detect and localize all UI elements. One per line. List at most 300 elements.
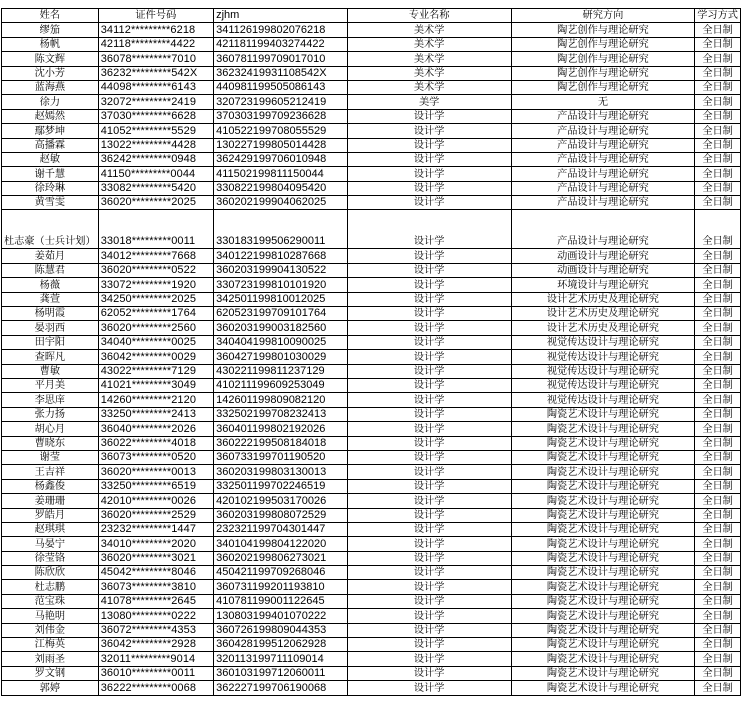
cell-direction: 陶瓷艺术设计与理论研究 [511, 566, 695, 580]
cell-name: 刘雨圣 [2, 652, 99, 666]
student-list-table [1, 8, 741, 696]
cell-major: 设计学 [347, 210, 511, 249]
cell-name: 谢千慧 [2, 167, 99, 181]
cell-major: 设计学 [347, 109, 511, 123]
table-row [2, 95, 741, 109]
table-row [2, 537, 741, 551]
cell-major: 设计学 [347, 638, 511, 652]
cell-major: 美术学 [347, 37, 511, 51]
cell-mode: 全日制 [695, 66, 741, 80]
cell-mode: 全日制 [695, 594, 741, 608]
cell-id: 36020*********3021 [98, 551, 213, 565]
cell-mode: 全日制 [695, 393, 741, 407]
cell-major: 设计学 [347, 307, 511, 321]
cell-direction: 陶瓷艺术设计与理论研究 [511, 638, 695, 652]
cell-name: 高播霖 [2, 138, 99, 152]
cell-name: 晏羽西 [2, 321, 99, 335]
table-row [2, 66, 741, 80]
cell-direction: 陶瓷艺术设计与理论研究 [511, 537, 695, 551]
cell-zjhm: 36232419931108542X [214, 66, 348, 80]
cell-id: 36078*********7010 [98, 52, 213, 66]
cell-mode: 全日制 [695, 210, 741, 249]
table-row [2, 263, 741, 277]
cell-direction: 产品设计与理论研究 [511, 138, 695, 152]
cell-mode: 全日制 [695, 623, 741, 637]
cell-mode: 全日制 [695, 95, 741, 109]
cell-id: 36042*********2928 [98, 638, 213, 652]
cell-id: 36042*********0029 [98, 350, 213, 364]
cell-major: 设计学 [347, 594, 511, 608]
cell-direction: 陶瓷艺术设计与理论研究 [511, 494, 695, 508]
cell-direction: 陶瓷艺术设计与理论研究 [511, 522, 695, 536]
table-row [2, 364, 741, 378]
cell-zjhm: 360428199512062928 [214, 638, 348, 652]
table-row [2, 609, 741, 623]
cell-id: 34010*********2020 [98, 537, 213, 551]
cell-id: 34112*********6218 [98, 23, 213, 37]
cell-id: 14260*********2120 [98, 393, 213, 407]
cell-zjhm: 332501199702246519 [214, 479, 348, 493]
cell-mode: 全日制 [695, 196, 741, 210]
table-row [2, 52, 741, 66]
cell-mode: 全日制 [695, 609, 741, 623]
cell-id: 41052*********5529 [98, 124, 213, 138]
table-row [2, 666, 741, 680]
cell-name: 田宇阳 [2, 335, 99, 349]
cell-mode: 全日制 [695, 494, 741, 508]
cell-mode: 全日制 [695, 335, 741, 349]
cell-mode: 全日制 [695, 181, 741, 195]
cell-zjhm: 411502199811150044 [214, 167, 348, 181]
cell-name: 马艳明 [2, 609, 99, 623]
cell-id: 36232*********542X [98, 66, 213, 80]
cell-direction: 陶瓷艺术设计与理论研究 [511, 436, 695, 450]
cell-id: 37030*********6628 [98, 109, 213, 123]
header-zjhm: zjhm [214, 9, 348, 23]
cell-direction: 陶瓷艺术设计与理论研究 [511, 609, 695, 623]
cell-zjhm: 130227199805014428 [214, 138, 348, 152]
table-row [2, 465, 741, 479]
cell-direction: 陶瓷艺术设计与理论研究 [511, 508, 695, 522]
cell-direction: 产品设计与理论研究 [511, 124, 695, 138]
cell-name: 曹敏 [2, 364, 99, 378]
cell-mode: 全日制 [695, 109, 741, 123]
cell-name: 徐力 [2, 95, 99, 109]
cell-major: 设计学 [347, 537, 511, 551]
cell-major: 设计学 [347, 152, 511, 166]
cell-mode: 全日制 [695, 638, 741, 652]
cell-mode: 全日制 [695, 278, 741, 292]
cell-mode: 全日制 [695, 465, 741, 479]
table-row [2, 278, 741, 292]
cell-zjhm: 340404199810090025 [214, 335, 348, 349]
cell-zjhm: 450421199709268046 [214, 566, 348, 580]
cell-mode: 全日制 [695, 508, 741, 522]
cell-id: 44098*********6143 [98, 80, 213, 94]
header-id: 证件号码 [98, 9, 213, 23]
cell-major: 设计学 [347, 580, 511, 594]
cell-major: 设计学 [347, 508, 511, 522]
cell-id: 34012*********7668 [98, 249, 213, 263]
cell-mode: 全日制 [695, 138, 741, 152]
cell-name: 陈文辉 [2, 52, 99, 66]
cell-direction: 陶瓷艺术设计与理论研究 [511, 594, 695, 608]
cell-zjhm: 360427199801030029 [214, 350, 348, 364]
table-row [2, 138, 741, 152]
cell-direction: 陶艺创作与理论研究 [511, 80, 695, 94]
cell-direction: 产品设计与理论研究 [511, 196, 695, 210]
cell-name: 罗皓月 [2, 508, 99, 522]
cell-mode: 全日制 [695, 450, 741, 464]
cell-direction: 产品设计与理论研究 [511, 109, 695, 123]
cell-zjhm: 362429199706010948 [214, 152, 348, 166]
cell-zjhm: 330183199506290011 [214, 210, 348, 249]
cell-mode: 全日制 [695, 23, 741, 37]
cell-name: 谢莹 [2, 450, 99, 464]
cell-mode: 全日制 [695, 652, 741, 666]
cell-zjhm: 360202199904062025 [214, 196, 348, 210]
cell-id: 32011*********9014 [98, 652, 213, 666]
cell-mode: 全日制 [695, 80, 741, 94]
table-row [2, 393, 741, 407]
cell-id: 32072*********2419 [98, 95, 213, 109]
cell-mode: 全日制 [695, 37, 741, 51]
cell-major: 设计学 [347, 181, 511, 195]
cell-id: 36020*********0522 [98, 263, 213, 277]
cell-id: 34040*********0025 [98, 335, 213, 349]
cell-zjhm: 320723199605212419 [214, 95, 348, 109]
cell-mode: 全日制 [695, 167, 741, 181]
cell-id: 36020*********0013 [98, 465, 213, 479]
table-row [2, 378, 741, 392]
cell-id: 36022*********4018 [98, 436, 213, 450]
cell-major: 美术学 [347, 66, 511, 80]
cell-zjhm: 342501199810012025 [214, 292, 348, 306]
table-row [2, 623, 741, 637]
cell-name: 范宝珠 [2, 594, 99, 608]
cell-direction: 陶瓷艺术设计与理论研究 [511, 666, 695, 680]
table-row [2, 566, 741, 580]
header-major: 专业名称 [347, 9, 511, 23]
cell-mode: 全日制 [695, 307, 741, 321]
header-mode: 学习方式 [695, 9, 741, 23]
cell-id: 23232*********1447 [98, 522, 213, 536]
table-row [2, 479, 741, 493]
cell-direction: 陶瓷艺术设计与理论研究 [511, 465, 695, 479]
cell-name: 缪笳 [2, 23, 99, 37]
table-row [2, 292, 741, 306]
cell-id: 36073*********3810 [98, 580, 213, 594]
cell-name: 胡心月 [2, 422, 99, 436]
cell-major: 设计学 [347, 494, 511, 508]
cell-name: 陈慧君 [2, 263, 99, 277]
cell-mode: 全日制 [695, 263, 741, 277]
cell-zjhm: 340122199810287668 [214, 249, 348, 263]
table-row [2, 422, 741, 436]
cell-major: 设计学 [347, 249, 511, 263]
cell-major: 美术学 [347, 80, 511, 94]
cell-direction: 陶瓷艺术设计与理论研究 [511, 681, 695, 695]
cell-direction: 陶瓷艺术设计与理论研究 [511, 551, 695, 565]
table-row [2, 80, 741, 94]
cell-major: 设计学 [347, 321, 511, 335]
table-row [2, 307, 741, 321]
cell-major: 设计学 [347, 465, 511, 479]
cell-id: 36242*********0948 [98, 152, 213, 166]
cell-direction: 陶瓷艺术设计与理论研究 [511, 407, 695, 421]
table-row [2, 210, 741, 249]
cell-id: 33018*********0011 [98, 210, 213, 249]
table-row [2, 109, 741, 123]
cell-direction: 陶瓷艺术设计与理论研究 [511, 422, 695, 436]
cell-major: 设计学 [347, 566, 511, 580]
table-row [2, 652, 741, 666]
cell-direction: 产品设计与理论研究 [511, 181, 695, 195]
cell-direction: 设计艺术历史及理论研究 [511, 292, 695, 306]
cell-name: 刘伟金 [2, 623, 99, 637]
cell-direction: 无 [511, 95, 695, 109]
header-row [2, 9, 741, 23]
cell-mode: 全日制 [695, 566, 741, 580]
cell-name: 赵敏 [2, 152, 99, 166]
cell-zjhm: 410211199609253049 [214, 378, 348, 392]
cell-direction: 视觉传达设计与理论研究 [511, 378, 695, 392]
cell-name: 鄢梦坤 [2, 124, 99, 138]
cell-direction: 设计艺术历史及理论研究 [511, 321, 695, 335]
cell-mode: 全日制 [695, 436, 741, 450]
cell-direction: 陶瓷艺术设计与理论研究 [511, 623, 695, 637]
cell-name: 平月美 [2, 378, 99, 392]
cell-major: 设计学 [347, 436, 511, 450]
cell-zjhm: 360222199508184018 [214, 436, 348, 450]
cell-direction: 环境设计与理论研究 [511, 278, 695, 292]
table-row [2, 152, 741, 166]
cell-name: 徐玲琳 [2, 181, 99, 195]
cell-name: 杜志鹏 [2, 580, 99, 594]
table-row [2, 638, 741, 652]
cell-zjhm: 360203199904130522 [214, 263, 348, 277]
cell-zjhm: 360202199806273021 [214, 551, 348, 565]
cell-major: 设计学 [347, 292, 511, 306]
cell-id: 41150*********0044 [98, 167, 213, 181]
cell-direction: 陶瓷艺术设计与理论研究 [511, 580, 695, 594]
cell-direction: 视觉传达设计与理论研究 [511, 335, 695, 349]
cell-name: 姜珊珊 [2, 494, 99, 508]
cell-name: 沈小芳 [2, 66, 99, 80]
cell-id: 41021*********3049 [98, 378, 213, 392]
cell-major: 美术学 [347, 23, 511, 37]
cell-name: 龚萱 [2, 292, 99, 306]
table-row [2, 551, 741, 565]
table-row [2, 681, 741, 695]
cell-direction: 视觉传达设计与理论研究 [511, 350, 695, 364]
cell-name: 江梅英 [2, 638, 99, 652]
cell-direction: 陶瓷艺术设计与理论研究 [511, 652, 695, 666]
cell-direction: 设计艺术历史及理论研究 [511, 307, 695, 321]
cell-zjhm: 370303199709236628 [214, 109, 348, 123]
cell-zjhm: 421181199403274422 [214, 37, 348, 51]
cell-mode: 全日制 [695, 292, 741, 306]
table-row [2, 436, 741, 450]
cell-mode: 全日制 [695, 321, 741, 335]
cell-direction: 动画设计与理论研究 [511, 263, 695, 277]
cell-name: 杨鑫俊 [2, 479, 99, 493]
cell-major: 设计学 [347, 378, 511, 392]
cell-zjhm: 360733199701190520 [214, 450, 348, 464]
cell-major: 设计学 [347, 450, 511, 464]
cell-mode: 全日制 [695, 249, 741, 263]
cell-id: 42118*********4422 [98, 37, 213, 51]
cell-id: 36020*********2025 [98, 196, 213, 210]
header-direction: 研究方向 [511, 9, 695, 23]
cell-major: 设计学 [347, 278, 511, 292]
cell-direction: 动画设计与理论研究 [511, 249, 695, 263]
cell-major: 美术学 [347, 52, 511, 66]
cell-id: 34250*********2025 [98, 292, 213, 306]
cell-major: 设计学 [347, 335, 511, 349]
cell-id: 33250*********6519 [98, 479, 213, 493]
cell-mode: 全日制 [695, 479, 741, 493]
cell-major: 设计学 [347, 522, 511, 536]
table-row [2, 37, 741, 51]
cell-name: 查晖凡 [2, 350, 99, 364]
cell-id: 36073*********0520 [98, 450, 213, 464]
cell-name: 姜茹月 [2, 249, 99, 263]
cell-mode: 全日制 [695, 378, 741, 392]
cell-name: 徐莹铬 [2, 551, 99, 565]
cell-major: 设计学 [347, 393, 511, 407]
cell-name: 李思庠 [2, 393, 99, 407]
cell-zjhm: 232321199704301447 [214, 522, 348, 536]
cell-zjhm: 360726199809044353 [214, 623, 348, 637]
cell-mode: 全日制 [695, 666, 741, 680]
cell-major: 设计学 [347, 479, 511, 493]
cell-direction: 产品设计与理论研究 [511, 167, 695, 181]
cell-id: 36040*********2026 [98, 422, 213, 436]
cell-major: 设计学 [347, 407, 511, 421]
cell-id: 43022*********7129 [98, 364, 213, 378]
table-row [2, 335, 741, 349]
cell-mode: 全日制 [695, 152, 741, 166]
cell-name: 杨帆 [2, 37, 99, 51]
cell-name: 曹晓东 [2, 436, 99, 450]
cell-mode: 全日制 [695, 407, 741, 421]
cell-major: 设计学 [347, 609, 511, 623]
cell-zjhm: 340104199804122020 [214, 537, 348, 551]
cell-mode: 全日制 [695, 522, 741, 536]
table-row [2, 450, 741, 464]
cell-zjhm: 320113199711109014 [214, 652, 348, 666]
cell-name: 陈欣欣 [2, 566, 99, 580]
cell-zjhm: 410781199001122645 [214, 594, 348, 608]
table-row [2, 249, 741, 263]
cell-mode: 全日制 [695, 537, 741, 551]
table-row [2, 321, 741, 335]
cell-id: 36072*********4353 [98, 623, 213, 637]
cell-zjhm: 430221199811237129 [214, 364, 348, 378]
cell-direction: 陶瓷艺术设计与理论研究 [511, 450, 695, 464]
cell-zjhm: 360781199709017010 [214, 52, 348, 66]
cell-zjhm: 420102199503170026 [214, 494, 348, 508]
cell-name: 赵嫣然 [2, 109, 99, 123]
cell-id: 36010*********0011 [98, 666, 213, 680]
table-row [2, 196, 741, 210]
cell-major: 设计学 [347, 364, 511, 378]
cell-id: 45042*********8046 [98, 566, 213, 580]
cell-name: 马晏宁 [2, 537, 99, 551]
cell-mode: 全日制 [695, 350, 741, 364]
cell-name: 杜志豪（士兵计划） [2, 210, 99, 249]
table-row [2, 407, 741, 421]
cell-id: 33250*********2413 [98, 407, 213, 421]
cell-major: 设计学 [347, 124, 511, 138]
cell-zjhm: 360401199802192026 [214, 422, 348, 436]
cell-major: 设计学 [347, 350, 511, 364]
cell-mode: 全日制 [695, 422, 741, 436]
cell-major: 设计学 [347, 652, 511, 666]
cell-name: 黄雪雯 [2, 196, 99, 210]
cell-zjhm: 360103199712060011 [214, 666, 348, 680]
cell-major: 设计学 [347, 623, 511, 637]
cell-id: 13080*********0222 [98, 609, 213, 623]
table-row [2, 167, 741, 181]
table-row [2, 522, 741, 536]
cell-direction: 陶艺创作与理论研究 [511, 66, 695, 80]
cell-name: 郭婷 [2, 681, 99, 695]
cell-zjhm: 360731199201193810 [214, 580, 348, 594]
cell-id: 41078*********2645 [98, 594, 213, 608]
cell-direction: 陶瓷艺术设计与理论研究 [511, 479, 695, 493]
cell-zjhm: 130803199401070222 [214, 609, 348, 623]
table-row [2, 350, 741, 364]
cell-direction: 产品设计与理论研究 [511, 210, 695, 249]
cell-zjhm: 142601199809082120 [214, 393, 348, 407]
cell-major: 设计学 [347, 666, 511, 680]
cell-name: 罗文钢 [2, 666, 99, 680]
cell-id: 36020*********2529 [98, 508, 213, 522]
cell-major: 设计学 [347, 263, 511, 277]
table-body [2, 23, 741, 695]
table-row [2, 23, 741, 37]
cell-zjhm: 341126199802076218 [214, 23, 348, 37]
cell-direction: 陶艺创作与理论研究 [511, 23, 695, 37]
cell-major: 美学 [347, 95, 511, 109]
cell-major: 设计学 [347, 681, 511, 695]
cell-mode: 全日制 [695, 364, 741, 378]
cell-major: 设计学 [347, 167, 511, 181]
cell-direction: 视觉传达设计与理论研究 [511, 364, 695, 378]
table-row [2, 124, 741, 138]
cell-name: 蓝海燕 [2, 80, 99, 94]
cell-mode: 全日制 [695, 580, 741, 594]
cell-zjhm: 360203199808072529 [214, 508, 348, 522]
table-row [2, 494, 741, 508]
cell-direction: 视觉传达设计与理论研究 [511, 393, 695, 407]
cell-major: 设计学 [347, 138, 511, 152]
cell-name: 杨薇 [2, 278, 99, 292]
cell-zjhm: 410522199708055529 [214, 124, 348, 138]
table-row [2, 580, 741, 594]
cell-name: 杨明霞 [2, 307, 99, 321]
cell-zjhm: 330822199804095420 [214, 181, 348, 195]
cell-id: 42010*********0026 [98, 494, 213, 508]
cell-zjhm: 362227199706190068 [214, 681, 348, 695]
cell-id: 62052*********1764 [98, 307, 213, 321]
cell-major: 设计学 [347, 196, 511, 210]
cell-major: 设计学 [347, 422, 511, 436]
header-name: 姓名 [2, 9, 99, 23]
cell-zjhm: 360203199803130013 [214, 465, 348, 479]
